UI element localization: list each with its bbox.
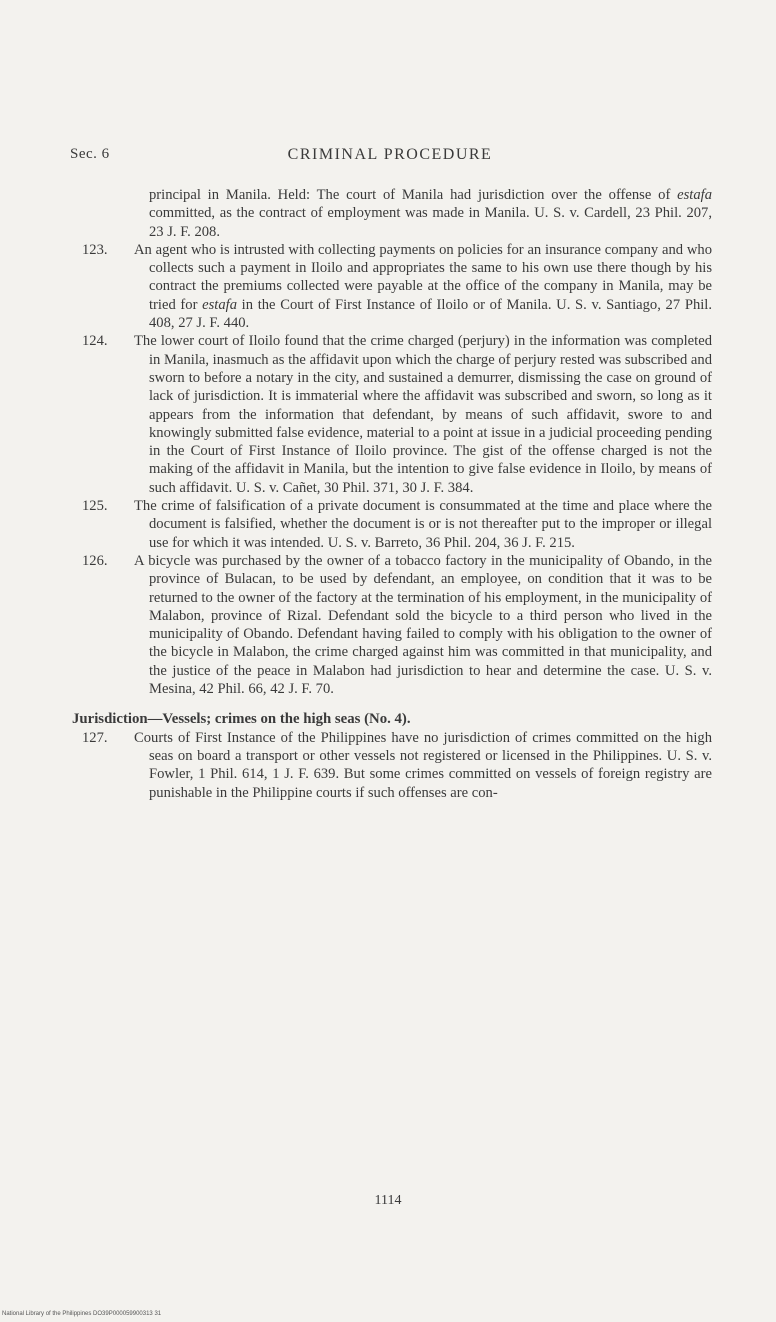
list-item <box>72 497 712 552</box>
page-title: CRIMINAL PROCEDURE <box>287 146 493 163</box>
page-number: 1114 <box>374 1193 402 1208</box>
item-number: 125. <box>82 498 108 515</box>
continuation-paragraph: principal in Manila. Held: The court of Manila had jurisdiction over the offense of estafa committed, as the contract of employment was made in Manila. U. S. v. Cardell, 23 Phil. 207, 23 J. F. 208. <box>149 187 712 240</box>
item-list <box>72 241 712 698</box>
body-text <box>72 186 712 802</box>
section-label: Sec. 6 <box>70 146 110 162</box>
list-item <box>72 729 712 802</box>
section-heading: Jurisdiction—Vessels; crimes on the high seas (No. 4). <box>72 711 411 728</box>
item-number: 127. <box>82 729 108 746</box>
item-number: 126. <box>82 552 108 569</box>
item-text: A bicycle was purchased by the owner of a tobacco factory in the municipality of Obando, in the province of Bulacan, to be used by defendant, an employee, on condition that it was to be returned to the owner of the factory at the termination of his employment, in the municipality of Malabon, province of Rizal. Defendant sold the bicycle to a third person who lived in the municipality of Obando. Defendant having failed to comply with his obligation to the owner of the bicycle in Malabon, the crime charged against him was committed in that municipality, and the justice of the peace in Malabon had jurisdiction to hear and determine the case. U. S. v. Mesina, 42 Phil. 66, 42 J. F. 70. <box>134 552 712 698</box>
list-item <box>72 332 712 497</box>
item-text: The crime of falsification of a private document is consummated at the time and place where the document is falsified, whether the document is or is not thereafter put to the improper or illegal use for which it was intended. U. S. v. Barreto, 36 Phil. 204, 36 J. F. 215. <box>134 498 712 551</box>
list-item <box>72 552 712 698</box>
item-number: 123. <box>82 241 108 258</box>
italic-term: estafa <box>202 296 237 313</box>
item-text: An agent who is intrusted with collecting payments on policies for an insurance company and who collects such a payment in Iloilo and appropriates the same to his own use there though by his contract the premiums collected were payable at the office of the company in Manila, may be tried for estafa in the Court of First Instance of Iloilo or of Manila. U. S. v. Santiago, 27 Phil. 408, 27 J. F. 440. <box>134 241 712 332</box>
italic-term: estafa <box>677 187 712 203</box>
archive-stamp: National Library of the Philippines DO39P000059900313 31 <box>2 1311 162 1317</box>
item-text: Courts of First Instance of the Philippines have no jurisdiction of crimes committed on the high seas on board a transport or other vessels not registered or licensed in the Philippines. U. S. v. Fowler, 1 Phil. 614, 1 J. F. 639. But some crimes committed on vessels of foreign registry are punishable in the Philippine courts if such offenses are con- <box>134 729 712 801</box>
list-item <box>72 241 712 332</box>
item-list-2 <box>72 729 712 802</box>
running-head <box>70 146 710 170</box>
item-text: The lower court of Iloilo found that the crime charged (perjury) in the information was completed in Manila, inasmuch as the affidavit upon which the charge of perjury rested was subscribed and sworn to before a notary in the city, and sustained a demurrer, dismissing the case on ground of lack of jurisdiction. It is immaterial where the affidavit was subscribed and sworn, so long as it appears from the information that defendant, by means of such affidavit, swore to and knowingly submitted false evidence, material to a point at issue in a judicial proceeding pending in the Court of First Instance of Iloilo province. The gist of the offense charged is not the making of the affidavit in Manila, but the intention to give false evidence in Iloilo, by means of such affidavit. U. S. v. Cañet, 30 Phil. 371, 30 J. F. 384. <box>134 333 712 496</box>
item-number: 124. <box>82 333 108 350</box>
